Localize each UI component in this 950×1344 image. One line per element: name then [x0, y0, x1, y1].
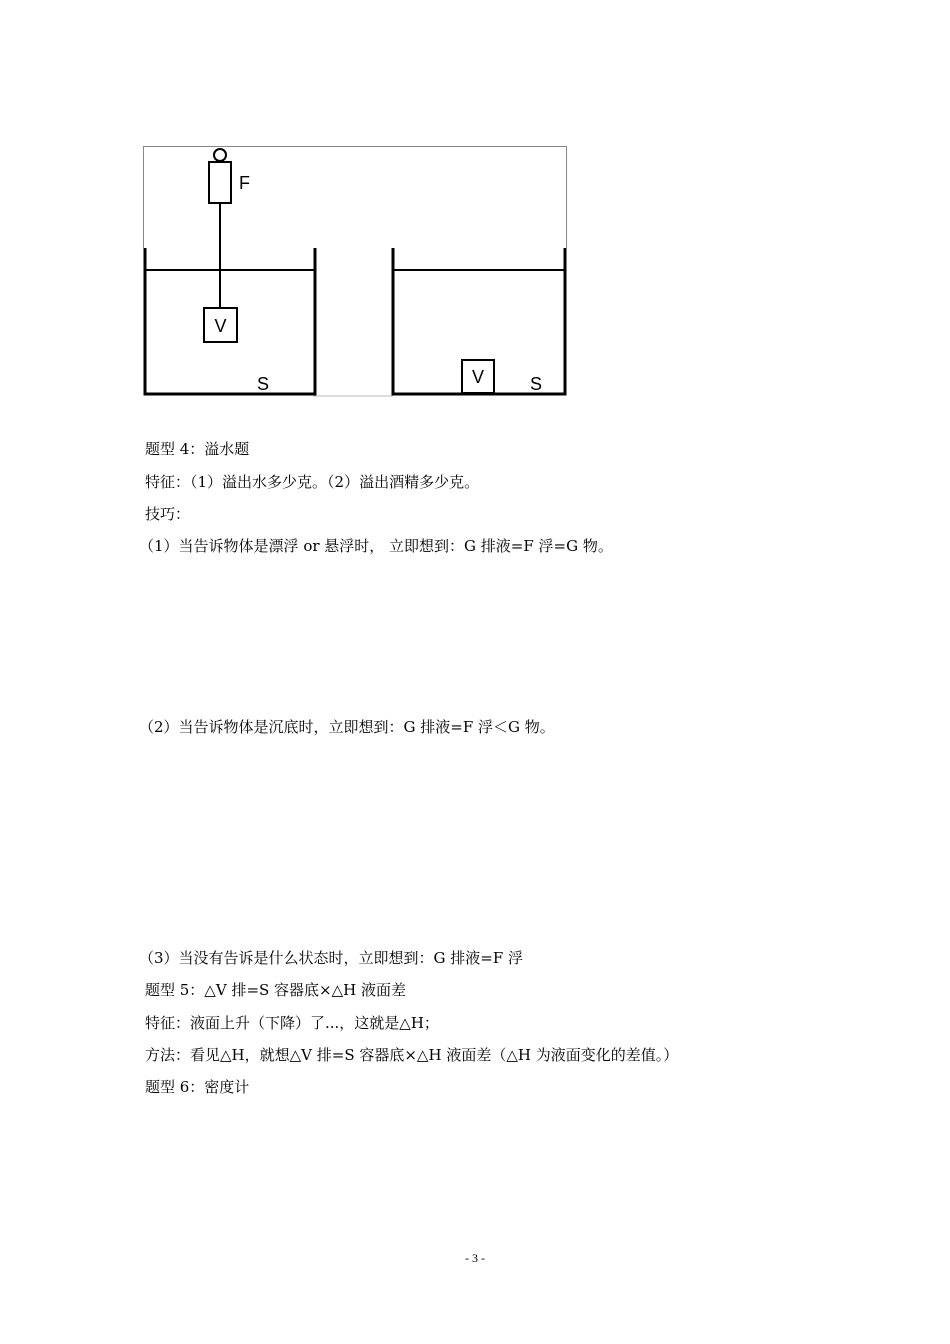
type4-tip-3: （3）当没有告诉是什么状态时，立即想到：G 排液=F 浮	[139, 949, 524, 967]
right-area-label: S	[529, 374, 543, 394]
force-label: F	[239, 173, 250, 193]
type6-title: 题型 6：密度计	[145, 1078, 250, 1096]
type4-title: 题型 4：溢水题	[145, 440, 250, 458]
type5-method: 方法：看见△H，就想△V 排=S 容器底×△H 液面差（△H 为液面变化的差值。）	[145, 1046, 679, 1064]
type4-feature: 特征：（1）溢出水多少克。（2）溢出酒精多少克。	[145, 473, 480, 491]
type4-tips-heading: 技巧：	[145, 505, 191, 523]
buoyancy-diagram	[143, 145, 569, 400]
buoyancy-diagram-svg	[143, 145, 569, 400]
type4-tip-2: （2）当告诉物体是沉底时，立即想到：G 排液=F 浮＜G 物。	[139, 718, 555, 736]
type5-feature: 特征：液面上升（下降）了...，这就是△H；	[145, 1014, 439, 1032]
type4-tip-1: （1）当告诉物体是漂浮 or 悬浮时， 立即想到：G 排液=F 浮=G 物。	[139, 537, 613, 555]
page-number: - 3 -	[465, 1251, 485, 1265]
left-object-label: V	[214, 316, 227, 336]
spring-scale	[209, 162, 231, 203]
type5-title: 题型 5：△V 排=S 容器底×△H 液面差	[145, 981, 407, 999]
scale-hook-ring	[214, 149, 226, 161]
left-area-label: S	[256, 374, 270, 394]
right-object-label: V	[471, 367, 485, 387]
